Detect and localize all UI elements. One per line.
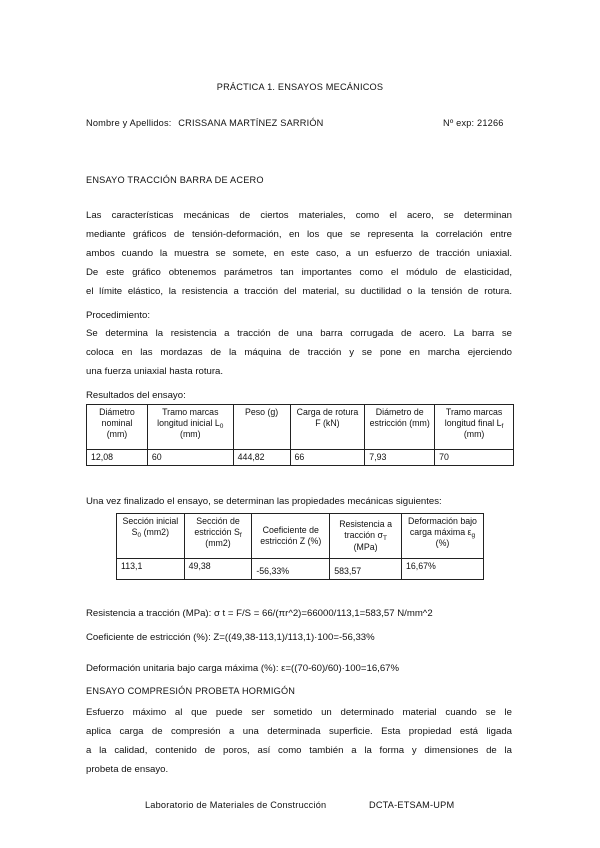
intro-line: Las características mecánicas de ciertos materiales, como el acero, se determinan xyxy=(86,210,512,221)
compression-line: a la calidad, contenido de poros, así como también a la forma y dimensiones de la xyxy=(86,745,512,756)
header-weight: Peso (g) xyxy=(233,405,290,450)
unit: (mm) xyxy=(180,429,201,440)
exp-number: Nº exp: 21266 xyxy=(443,118,504,128)
header-initial-section-text: Sección inicial S xyxy=(122,516,179,538)
name-label: Nombre y Apellidos: xyxy=(86,118,172,128)
cell-neck-diameter: 7,93 xyxy=(365,450,435,466)
procedure-line: Se determina la resistencia a tracción de una barra corrugada de acero. La barra se xyxy=(86,328,512,339)
properties-table xyxy=(116,513,484,580)
header-load: Carga de rotura F (kN) xyxy=(290,405,365,450)
intro-line: el límite elástico, la resistencia a tracción del material, su ductilidad o la tensión de rotura. xyxy=(86,286,512,297)
intro-line: De este gráfico obtenemos parámetros tan importantes como el módulo de elasticidad, xyxy=(86,267,512,278)
header-final-length-text: Tramo marcas longitud final L xyxy=(444,407,503,429)
results-label: Resultados del ensayo: xyxy=(86,390,186,401)
header-resistance xyxy=(330,514,402,559)
header-initial-length xyxy=(147,405,233,450)
table-row xyxy=(117,559,484,580)
header-diameter: Diámetro nominal (mm) xyxy=(87,405,148,450)
subscript: 0 xyxy=(219,423,224,431)
cell-coefficient: -56,33% xyxy=(252,559,330,580)
compression-line: aplica carga de compresión a una determinada superficie. Esta propiedad está ligada xyxy=(86,726,512,737)
table-header-row xyxy=(117,514,484,559)
compression-line: Esfuerzo máximo al que puede ser sometido un determinado material cuando se le xyxy=(86,707,512,718)
cell-initial-section: 113,1 xyxy=(117,559,185,580)
cell-weight: 444,82 xyxy=(233,450,290,466)
section-heading-compression: ENSAYO COMPRESIÓN PROBETA HORMIGÓN xyxy=(86,686,296,696)
cell-diameter: 12,08 xyxy=(87,450,148,466)
cell-load: 66 xyxy=(290,450,365,466)
subscript: T xyxy=(382,535,387,543)
header-initial-length-text: Tramo marcas longitud inicial L xyxy=(157,407,220,429)
intro-line: ambos cuando la muestra se somete, en este caso, a un esfuerzo de tracción uniaxial. xyxy=(86,248,512,259)
header-coefficient: Coeficiente de estricción Z (%) xyxy=(252,514,330,559)
procedure-paragraph xyxy=(86,324,512,381)
cell-resistance: 583,57 xyxy=(330,559,402,580)
intro-line: mediante gráficos de tensión-deformación, en los que se representa la correlación entre xyxy=(86,229,512,240)
results-table xyxy=(86,404,514,466)
procedure-line: coloca en las mordazas de la máquina de tracción y se pone en marcha ejerciendo xyxy=(86,347,512,358)
cell-deformation: 16,67% xyxy=(401,559,483,580)
unit: (mm) xyxy=(463,429,485,440)
cell-neck-section: 49,38 xyxy=(184,559,252,580)
footer-lab: Laboratorio de Materiales de Construcción xyxy=(145,800,327,810)
procedure-label: Procedimiento: xyxy=(86,310,150,321)
formula-coefficient: Coeficiente de estricción (%): Z=((49,38-113,1)/113,1)·100=-56,33% xyxy=(86,632,375,643)
unit: (mm2) xyxy=(205,538,231,549)
unit: (%) xyxy=(435,538,450,549)
header-deformation xyxy=(401,514,483,559)
properties-intro: Una vez finalizado el ensayo, se determinan las propiedades mecánicas siguientes: xyxy=(86,496,442,507)
header-initial-section xyxy=(117,514,185,559)
compression-line: probeta de ensayo. xyxy=(86,764,169,775)
unit: (MPa) xyxy=(353,541,378,552)
table-row xyxy=(87,450,514,466)
formula-deformation: Deformación unitaria bajo carga máxima (%): ε=((70-60)/60)·100=16,67% xyxy=(86,663,400,674)
subscript: g xyxy=(471,532,476,540)
page-title: PRÁCTICA 1. ENSAYOS MECÁNICOS xyxy=(216,82,384,92)
compression-paragraph xyxy=(86,703,512,779)
header-neck-section-text: Sección de estricción S xyxy=(194,516,240,538)
cell-final-length: 70 xyxy=(435,450,514,466)
header-resistance-text: Resistencia a tracción σ xyxy=(339,519,392,541)
subscript: 0 xyxy=(137,532,142,540)
subscript: f xyxy=(239,532,242,540)
footer-department: DCTA-ETSAM-UPM xyxy=(369,800,455,810)
header-deformation-text: Deformación bajo carga máxima ε xyxy=(408,516,477,538)
unit: (mm2) xyxy=(143,527,170,538)
procedure-line: una fuerza uniaxial hasta rotura. xyxy=(86,366,224,377)
name-line xyxy=(86,118,324,128)
name-value: CRISSANA MARTÍNEZ SARRIÓN xyxy=(178,118,324,128)
cell-initial-length: 60 xyxy=(147,450,233,466)
subscript: f xyxy=(501,423,504,431)
formula-resistance: Resistencia a tracción (MPa): σ t = F/S = 66/(πr^2)=66000/113,1=583,57 N/mm^2 xyxy=(86,608,433,619)
section-heading-traction: ENSAYO TRACCIÓN BARRA DE ACERO xyxy=(86,175,264,185)
intro-paragraph xyxy=(86,206,512,301)
header-neck-diameter: Diámetro de estricción (mm) xyxy=(365,405,435,450)
table-header-row xyxy=(87,405,514,450)
header-neck-section xyxy=(184,514,252,559)
header-final-length xyxy=(435,405,514,450)
